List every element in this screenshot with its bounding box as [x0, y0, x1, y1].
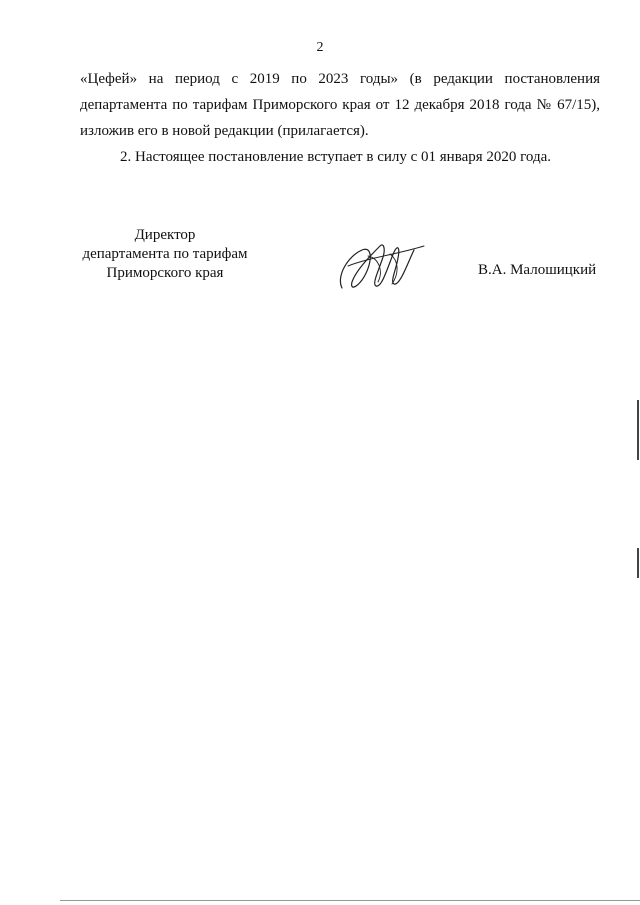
scan-edge-mark	[637, 548, 639, 578]
signatory-title	[60, 226, 270, 283]
signer-name: В.А. Малошицкий	[478, 262, 597, 278]
signatory-title-line-1: Директор	[134, 227, 196, 243]
paragraph-1-line-1: «Цефей» на период с 2019 по 2023 годы» (в редакции постановления	[80, 71, 600, 87]
paragraph-2: 2. Настоящее постановление вступает в силу с 01 января 2020 года.	[120, 149, 552, 165]
paragraph-1	[80, 66, 600, 144]
scan-edge-line	[60, 900, 640, 901]
paragraph-1-line-2: департамента по тарифам Приморского края от 12 декабря 2018 года № 67/15),	[80, 97, 600, 113]
paragraph-1-line-3: изложив его в новой редакции (прилагается).	[80, 123, 369, 139]
signatory-title-line-3: Приморского края	[106, 265, 224, 281]
page-number: 2	[316, 40, 324, 55]
handwritten-signature	[328, 236, 428, 296]
scan-edge-mark	[637, 400, 639, 460]
signatory-title-line-2: департамента по тарифам	[82, 246, 248, 262]
